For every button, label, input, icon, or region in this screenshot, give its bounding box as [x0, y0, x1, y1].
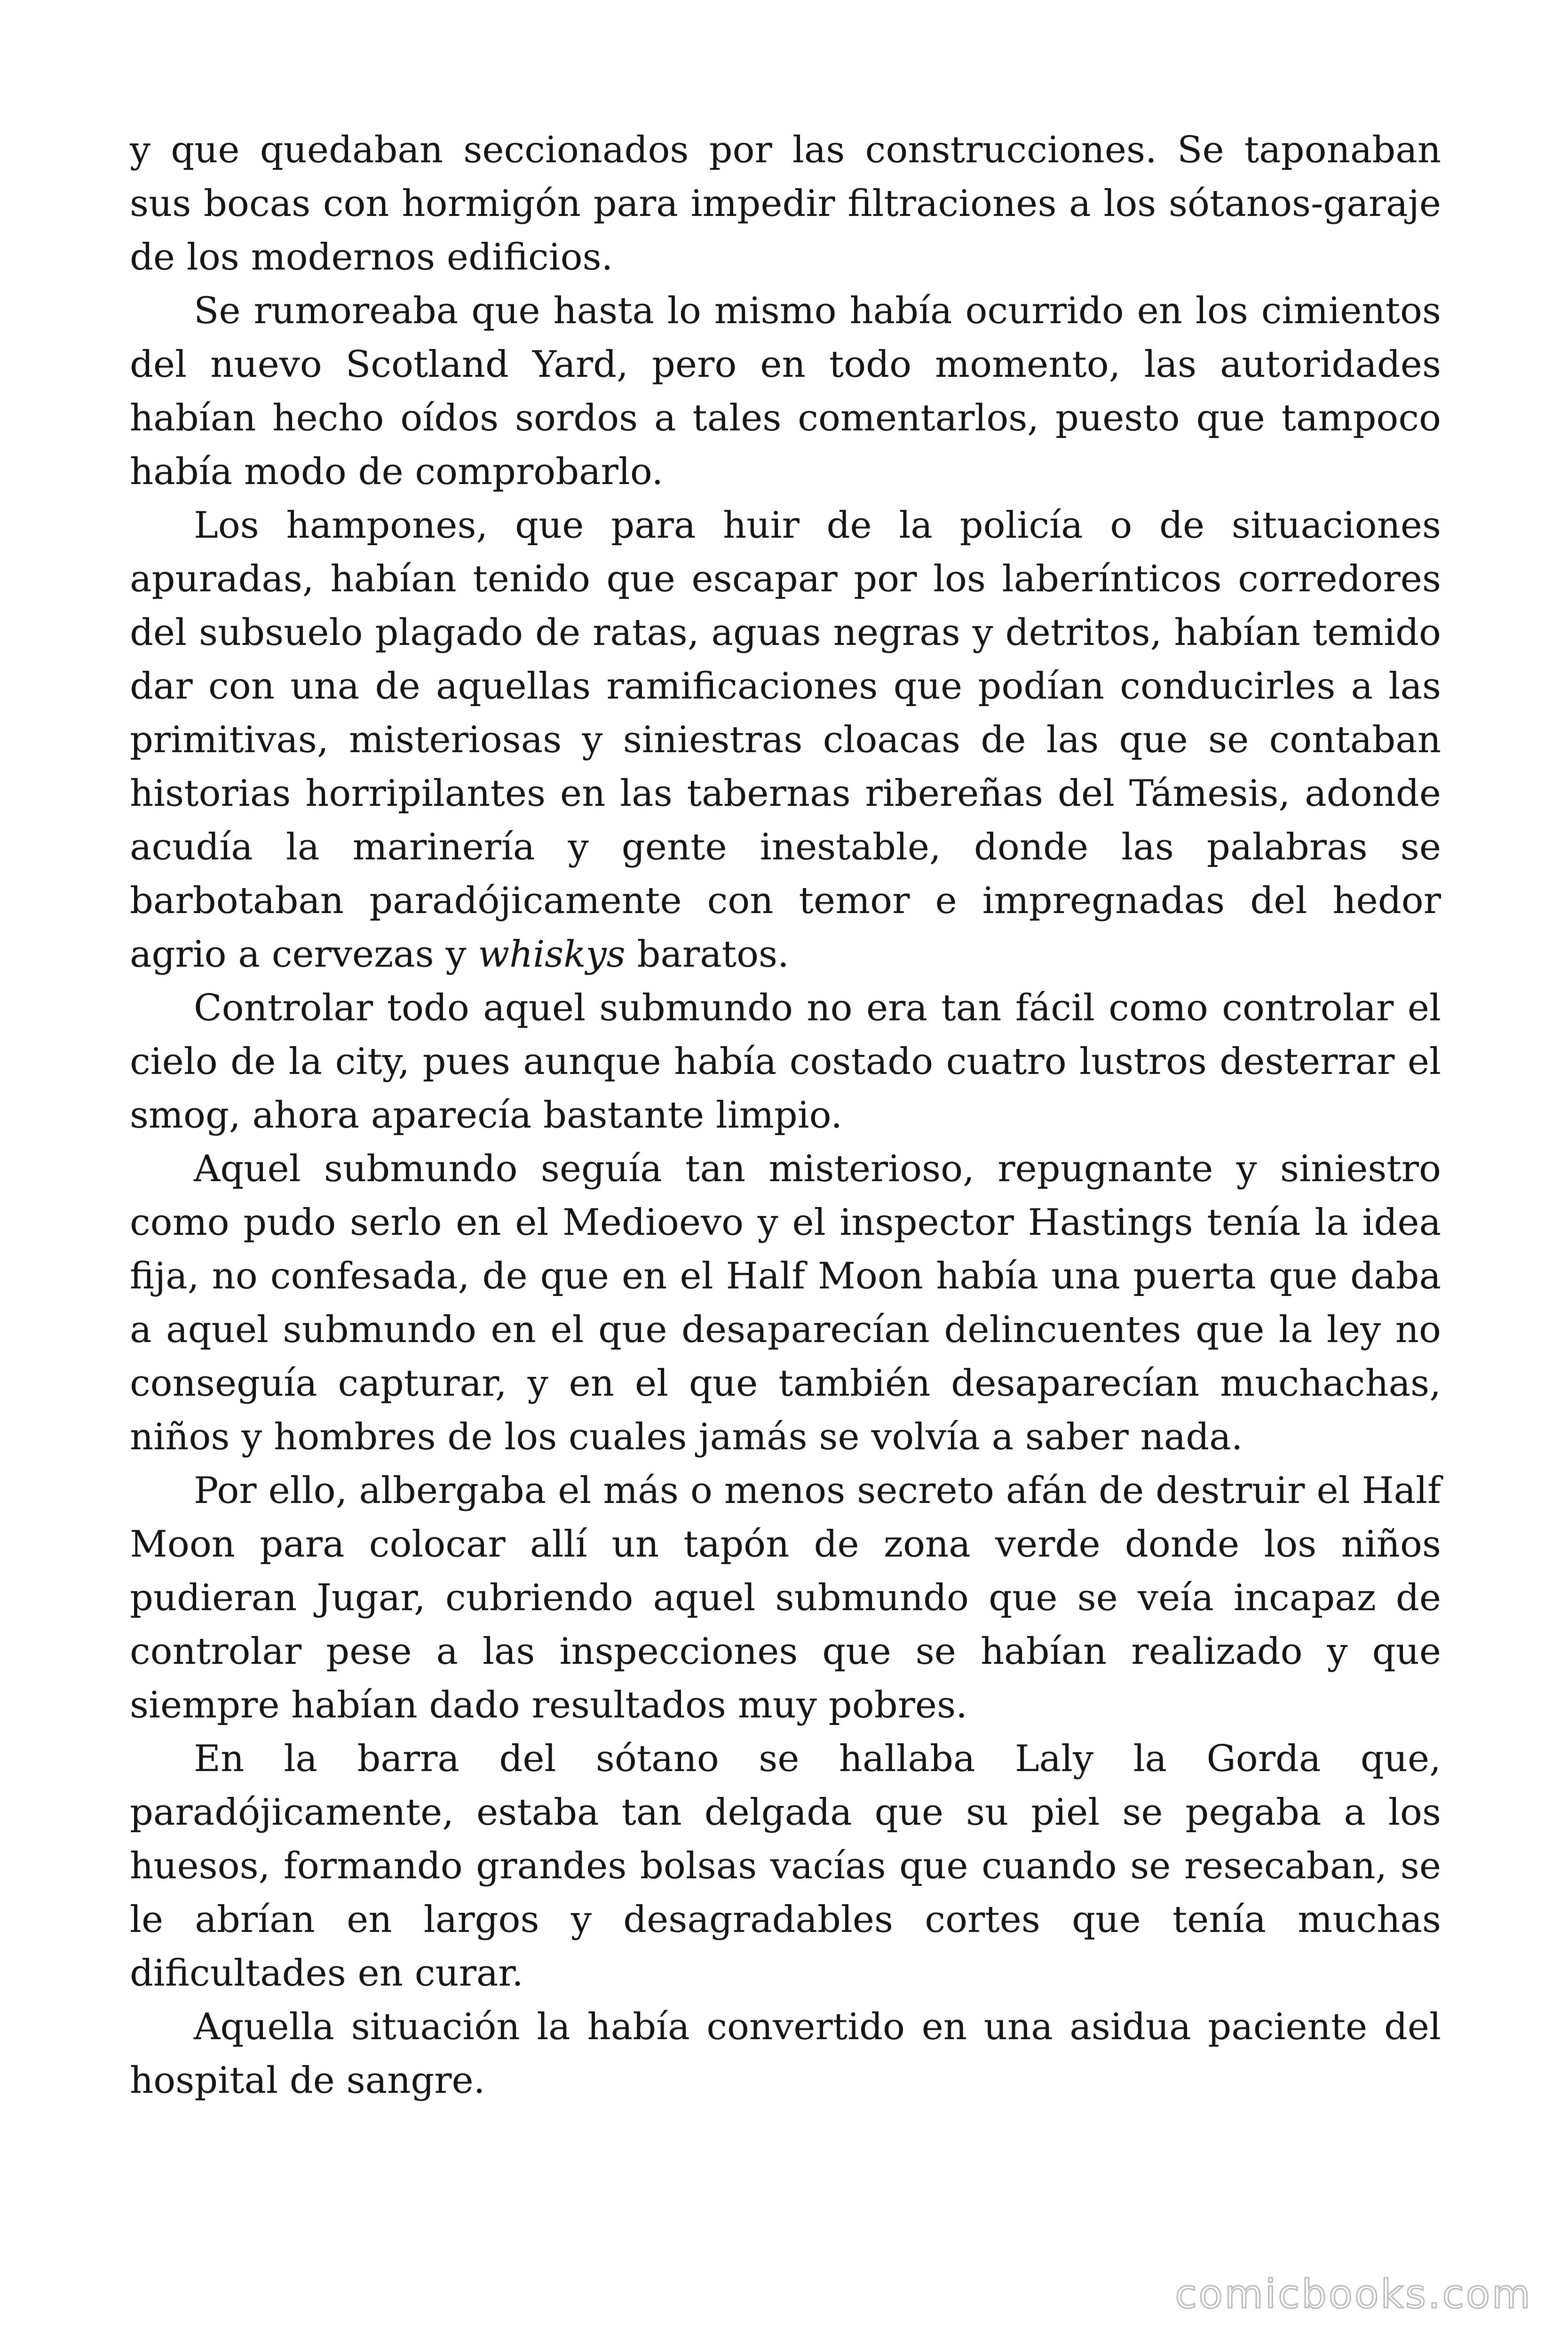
- paragraph-3-text: Los hampones, que para huir de la policía o de situaciones apuradas, habían tenido que escapar por los laberínticos corredores del subsuelo plagado de ratas, aguas negras y detritos, habían temido dar con una de aquellas ramificaciones que podían conducirles a las primitivas, misteriosas y siniestras cloacas de las que se contaban historias horripilantes en las tabernas ribereñas del Támesis, adonde acudía la marinería y gente inestable, donde las palabras se barbotaban paradójicamente con temor e impregnadas del hedor agrio a cervezas y: [130, 504, 1441, 976]
- paragraph-6: Por ello, albergaba el más o menos secreto afán de destruir el Half Moon para colocar allí un tapón de zona verde donde los niños pudieran Jugar, cubriendo aquel submundo que se veía incapaz de controlar pese a las inspecciones que se habían realizado y que siempre habían dado resultados muy pobres.: [130, 1470, 1441, 1726]
- paragraph-8: Aquella situación la había convertido en una asidua paciente del hospital de sangre.: [130, 2006, 1441, 2102]
- watermark: comicbooks.com: [1175, 2271, 1532, 2317]
- paragraph-3: [130, 499, 1441, 981]
- paragraph-5: Aquel submundo seguía tan misterioso, repugnante y siniestro como pudo serlo en el Medioevo y el inspector Hastings tenía la idea fija, no confesada, de que en el Half Moon había una puerta que daba a aquel submundo en el que desaparecían delincuentes que la ley no conseguía capturar, y en el que también desaparecían muchachas, niños y hombres de los cuales jamás se volvía a saber nada.: [130, 1148, 1441, 1458]
- paragraph-7: En la barra del sótano se hallaba Laly la Gorda que, paradójicamente, estaba tan delgada que su piel se pegaba a los huesos, formando grandes bolsas vacías que cuando se resecaban, se le abrían en largos y desagradables cortes que tenía muchas dificultades en curar.: [130, 1738, 1441, 1994]
- paragraph-4: Controlar todo aquel submundo no era tan fácil como controlar el cielo de la city, pues aunque había costado cuatro lustros desterrar el smog, ahora aparecía bastante limpio.: [130, 987, 1441, 1136]
- paragraph-2: Se rumoreaba que hasta lo mismo había ocurrido en los cimientos del nuevo Scotland Yard, pero en todo momento, las autoridades habían hecho oídos sordos a tales comentarlos, puesto que tampoco había modo de comprobarlo.: [130, 290, 1441, 493]
- paragraph-1: y que quedaban seccionados por las construcciones. Se taponaban sus bocas con hormigón para impedir filtraciones a los sótanos-garaje de los modernos edificios.: [130, 129, 1441, 278]
- paragraph-3-ending: baratos.: [625, 933, 789, 976]
- italic-word: whiskys: [478, 933, 626, 976]
- body-text: [130, 123, 1441, 2107]
